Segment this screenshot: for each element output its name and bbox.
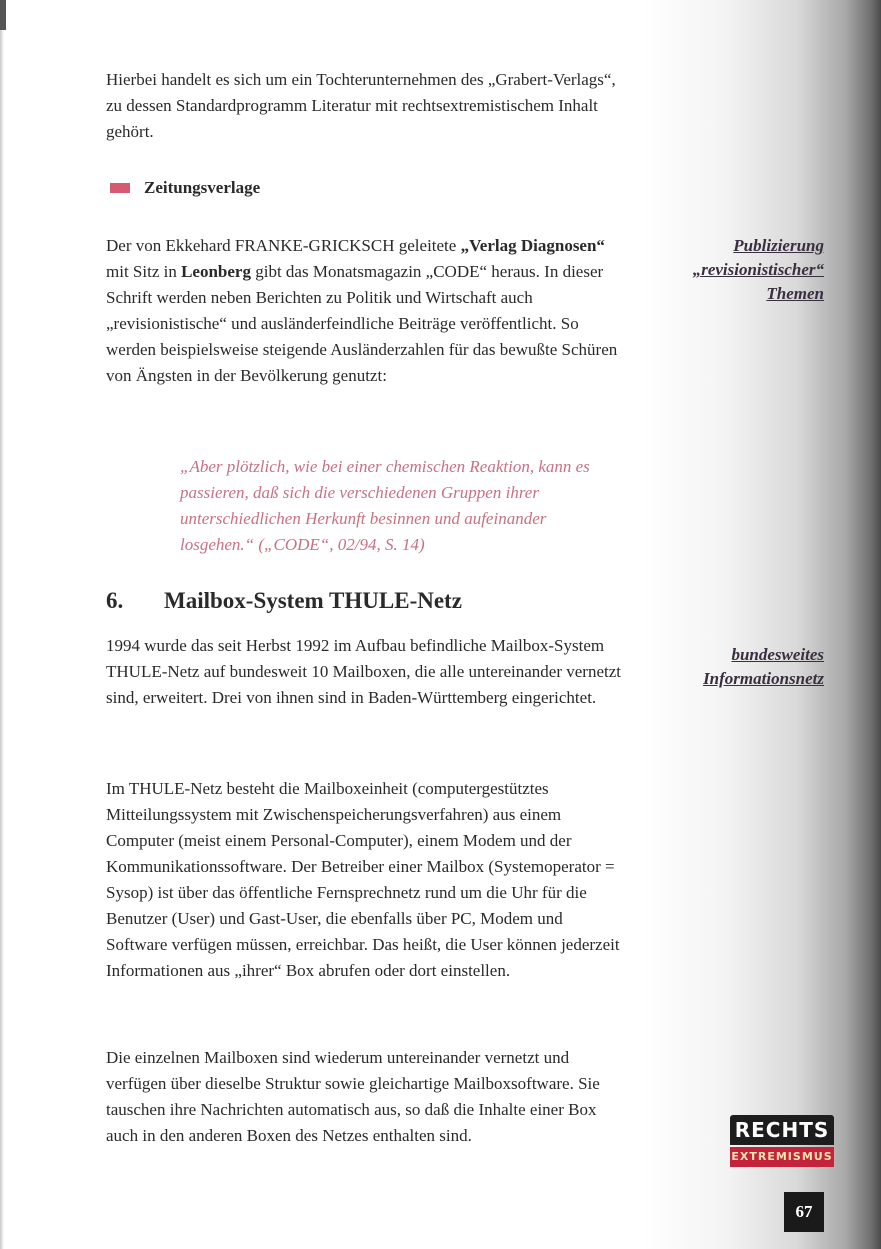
margin-note-line: Publizierung	[733, 236, 824, 255]
chapter-title: Mailbox-System THULE-Netz	[164, 588, 462, 613]
intro-paragraph: Hierbei handelt es sich um ein Tochterunternehmen des „Grabert-Verlags“, zu dessen Standardprogramm Literatur mit rechtsextremistischem Inhalt gehört.	[106, 70, 616, 141]
margin-note-line: Informationsnetz	[703, 669, 824, 688]
margin-note-line: Themen	[766, 284, 824, 303]
chapter-heading	[106, 588, 462, 614]
rechtsextremismus-logo	[730, 1115, 834, 1167]
logo-top-text: RECHTS	[730, 1115, 834, 1145]
chapter-number: 6.	[106, 588, 124, 613]
code-quote: „Aber plötzlich, wie bei einer chemischen Reaktion, kann es passieren, daß sich die verschiedenen Gruppen ihrer unterschiedlichen Herkunft besinnen und aufeinander losgehen.“ („CODE“, 02/94, S. 14)	[180, 457, 590, 554]
section-heading	[110, 178, 260, 198]
logo-bottom-text: EXTREMISMUS	[730, 1147, 834, 1167]
book-gutter-shadow	[640, 0, 881, 1249]
page-corner-mark	[0, 0, 6, 30]
thule-paragraph-2: Im THULE-Netz besteht die Mailboxeinheit (computergestütztes Mitteilungssystem mit Zwischenspeicherungsverfahren) aus einem Computer (meist einem Personal-Computer), einem Modem und der Kommunikationssoftware. Der Betreiber einer Mailbox (Systemoperator = Sysop) ist über das öffentliche Fernsprechnetz rund um die Uhr für die Benutzer (User) und Gast-User, die ebenfalls über PC, Modem und Software verfügen müssen, erreichbar. Das heißt, die User können jederzeit Informationen aus „ihrer“ Box abrufen oder dort einstellen.	[106, 779, 620, 980]
verlag-name: „Verlag Diagnosen“	[460, 236, 605, 255]
verlag-city: Leonberg	[181, 262, 251, 281]
margin-note-line: „revisionistischer“	[692, 260, 824, 279]
verlag-text-2: mit Sitz in	[106, 262, 182, 281]
section-bullet-icon	[110, 183, 130, 193]
section-title: Zeitungsverlage	[144, 178, 261, 197]
verlag-paragraph	[106, 233, 626, 389]
thule-paragraph-3: Die einzelnen Mailboxen sind wiederum untereinander vernetzt und verfügen über dieselbe Struktur sowie gleichartige Mailboxsoftware. Sie tauschen ihre Nachrichten automatisch aus, so daß die Inhalte einer Box auch in den anderen Boxen des Netzes enthalten sind.	[106, 1048, 600, 1145]
verlag-text-3: gibt das Monatsmagazin „CODE“ heraus. In dieser Schrift werden neben Berichten zu Politik und Wirtschaft auch „revisionistische“ und ausländerfeindliche Beiträge veröffentlicht. So werden beispielsweise steigende Ausländerzahlen für das bewußte Schüren von Ängsten in der Bevölkerung genutzt:	[106, 262, 618, 385]
verlag-text-1: Der von Ekkehard FRANKE-GRICKSCH geleitete	[106, 236, 461, 255]
page-number: 67	[784, 1192, 824, 1232]
page-edge	[0, 0, 4, 1249]
margin-note-informationsnetz	[624, 643, 824, 691]
margin-note-line: bundesweites	[731, 645, 824, 664]
thule-paragraph-1: 1994 wurde das seit Herbst 1992 im Aufbau befindliche Mailbox-System THULE-Netz auf bundesweit 10 Mailboxen, die alle untereinander vernetzt sind, erweitert. Drei von ihnen sind in Baden-Württemberg eingerichtet.	[106, 636, 621, 707]
margin-note-publizierung	[624, 234, 824, 306]
